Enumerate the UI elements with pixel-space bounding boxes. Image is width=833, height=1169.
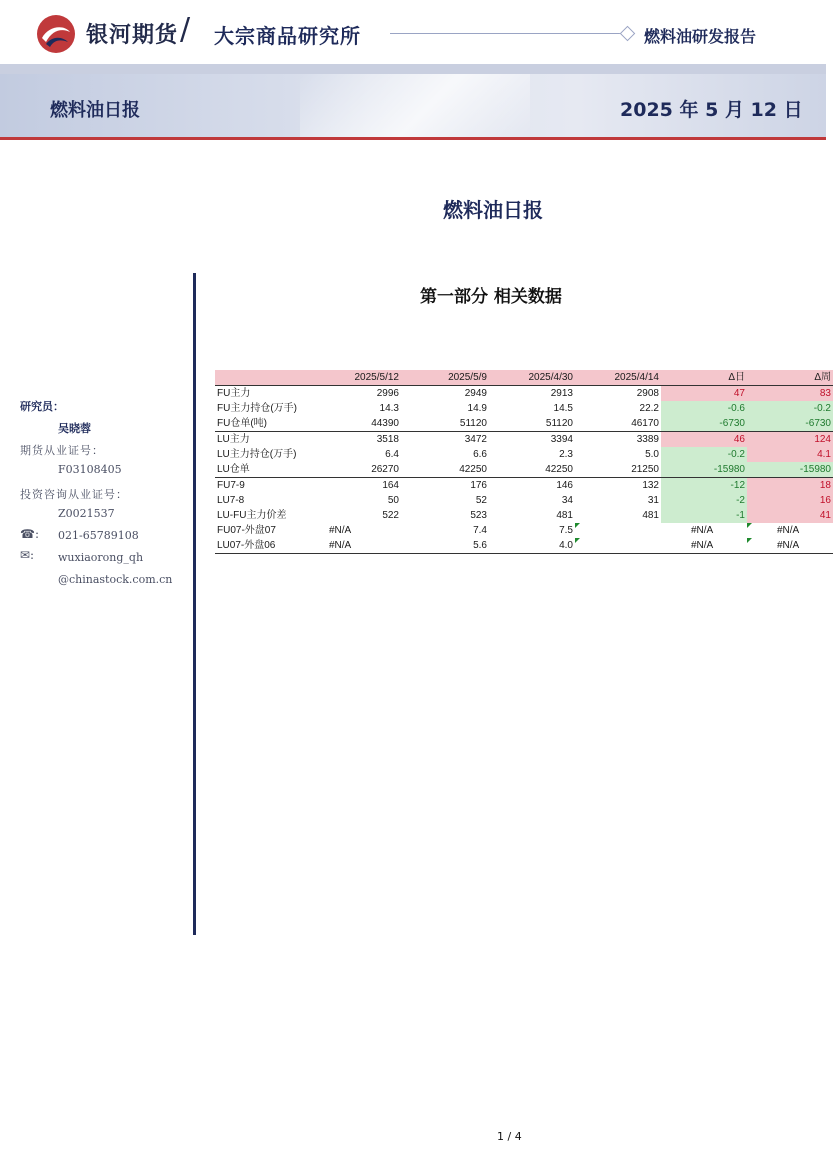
report-type: 燃料油研发报告 [644, 27, 757, 46]
table-cell: 5.6 [473, 540, 487, 551]
table-cell: 6.4 [385, 449, 399, 460]
daily-change-cell: -6730 [661, 416, 747, 432]
row-label: LU-FU主力价差 [217, 510, 287, 521]
daily-change-cell: -0.6 [661, 401, 747, 416]
weekly-change-cell: #N/A [747, 523, 833, 538]
futures-cert-label: 期货从业证号： [20, 444, 104, 457]
table-cell: 42250 [459, 464, 487, 475]
table-cell: 522 [382, 510, 399, 521]
table-cell: 26270 [371, 464, 399, 475]
row-label: FU仓单(吨) [217, 418, 267, 429]
weekly-change-cell: 124 [747, 432, 833, 448]
weekly-change-cell: 41 [747, 508, 833, 523]
band-title: 燃料油日报 [50, 100, 140, 121]
table-row [215, 523, 833, 538]
table-cell: 7.5 [559, 525, 573, 536]
table-cell: 2.3 [559, 449, 573, 460]
fuel-oil-data-table [215, 370, 833, 554]
brand-name: 银河期货 [86, 23, 179, 48]
daily-change-cell: #N/A [691, 525, 714, 536]
table-cell: 481 [642, 510, 659, 521]
table-row [215, 478, 833, 494]
table-cell: 523 [470, 510, 487, 521]
row-label: LU仓单 [217, 464, 250, 475]
daily-change-cell: -12 [661, 478, 747, 494]
row-label: LU主力持仓(万手) [217, 449, 297, 460]
weekly-change-cell: -15980 [747, 462, 833, 478]
table-cell: 14.3 [379, 403, 399, 414]
section-title: 第一部分 相关数据 [420, 287, 562, 307]
header-slash: / [180, 12, 191, 47]
phone-number: 021-65789108 [58, 529, 139, 542]
table-row [215, 386, 833, 402]
table-cell: 50 [387, 495, 399, 506]
weekly-change-cell: 83 [747, 386, 833, 402]
daily-change-cell: -0.2 [661, 447, 747, 462]
document-title: 燃料油日报 [443, 198, 543, 222]
table-cell: 5.0 [645, 449, 659, 460]
row-label: FU07-外盘07 [217, 525, 276, 536]
table-cell: 34 [561, 495, 573, 506]
daily-change-cell: 47 [661, 386, 747, 402]
row-label: FU7-9 [215, 478, 327, 494]
table-cell: 3394 [489, 432, 575, 448]
page-number: 1 / 4 [497, 1130, 522, 1143]
table-cell: 31 [647, 495, 659, 506]
company-logo-icon [36, 14, 76, 54]
table-cell: #N/A [329, 525, 352, 536]
researcher-label: 研究员： [20, 400, 64, 413]
header-band-decoration [300, 74, 530, 138]
table-cell [575, 538, 661, 554]
table-cell: 52 [475, 495, 487, 506]
row-label: LU主力 [215, 432, 327, 448]
table-row [215, 401, 833, 416]
table-row [215, 432, 833, 448]
header-red-rule [0, 137, 826, 140]
table-cell: 4.0 [559, 540, 573, 551]
table-row [215, 416, 833, 432]
header-cell [215, 370, 327, 386]
table-cell: 21250 [631, 464, 659, 475]
table-cell: 14.9 [467, 403, 487, 414]
table-cell: 44390 [371, 418, 399, 429]
table-cell: 2908 [636, 388, 659, 399]
futures-cert-number: F03108405 [58, 463, 122, 476]
table-cell: 2996 [376, 388, 399, 399]
sidebar-divider [193, 273, 196, 935]
daily-change-cell: 46 [661, 432, 747, 448]
table-row [215, 538, 833, 554]
institute-name: 大宗商品研究所 [214, 24, 361, 48]
daily-change-cell: #N/A [691, 540, 714, 551]
weekly-change-cell: -0.2 [747, 401, 833, 416]
table-cell: 164 [327, 478, 401, 494]
email-line-2: @chinastock.com.cn [58, 573, 173, 586]
table-row [215, 462, 833, 478]
header-cell: 2025/4/30 [489, 370, 575, 386]
table-cell: 6.6 [473, 449, 487, 460]
table-cell: 3472 [401, 432, 489, 448]
weekly-change-cell: #N/A [747, 538, 833, 554]
weekly-change-cell: 4.1 [747, 447, 833, 462]
table-cell: 132 [575, 478, 661, 494]
table-cell: 176 [401, 478, 489, 494]
header-diamond-icon [620, 26, 636, 42]
phone-icon: ☎: [20, 527, 39, 541]
table-cell: #N/A [329, 540, 352, 551]
row-label: FU主力持仓(万手) [217, 403, 297, 414]
row-label: LU07-外盘06 [217, 540, 276, 551]
daily-change-cell: -15980 [661, 462, 747, 478]
table-cell: 3389 [575, 432, 661, 448]
header-cell: 2025/5/12 [327, 370, 401, 386]
header-cell: Δ日 [661, 370, 747, 386]
table-cell: 481 [556, 510, 573, 521]
email-icon: ✉: [20, 548, 35, 562]
email-line-1: wuxiaorong_qh [58, 551, 144, 564]
daily-change-cell: -2 [661, 493, 747, 508]
table-row [215, 447, 833, 462]
table-cell: 2913 [550, 388, 573, 399]
header-rule [390, 33, 622, 34]
table-cell [575, 523, 661, 538]
header-cell: 2025/5/9 [401, 370, 489, 386]
weekly-change-cell: 16 [747, 493, 833, 508]
row-label: LU7-8 [217, 495, 245, 506]
table-cell: 46170 [631, 418, 659, 429]
table-cell: 2949 [464, 388, 487, 399]
invest-cert-number: Z0021537 [58, 507, 115, 520]
table-cell: 7.4 [473, 525, 487, 536]
table-cell: 146 [489, 478, 575, 494]
header-cell: Δ周 [747, 370, 833, 386]
row-label: FU主力 [217, 388, 251, 399]
invest-cert-label: 投资咨询从业证号： [20, 488, 128, 501]
table-cell: 51120 [545, 418, 573, 429]
table-cell: 22.2 [639, 403, 659, 414]
weekly-change-cell: -6730 [747, 416, 833, 432]
table-cell: 42250 [545, 464, 573, 475]
table-cell: 51120 [459, 418, 487, 429]
table-header-row [215, 370, 833, 386]
header-band-top [0, 64, 826, 74]
daily-change-cell: -1 [661, 508, 747, 523]
table-row [215, 508, 833, 523]
header-cell: 2025/4/14 [575, 370, 661, 386]
report-date: 2025 年 5 月 12 日 [620, 99, 803, 121]
weekly-change-cell: 18 [747, 478, 833, 494]
table-cell: 14.5 [553, 403, 573, 414]
table-cell: 3518 [327, 432, 401, 448]
table-row [215, 493, 833, 508]
researcher-name: 吴晓蓉 [58, 422, 91, 435]
